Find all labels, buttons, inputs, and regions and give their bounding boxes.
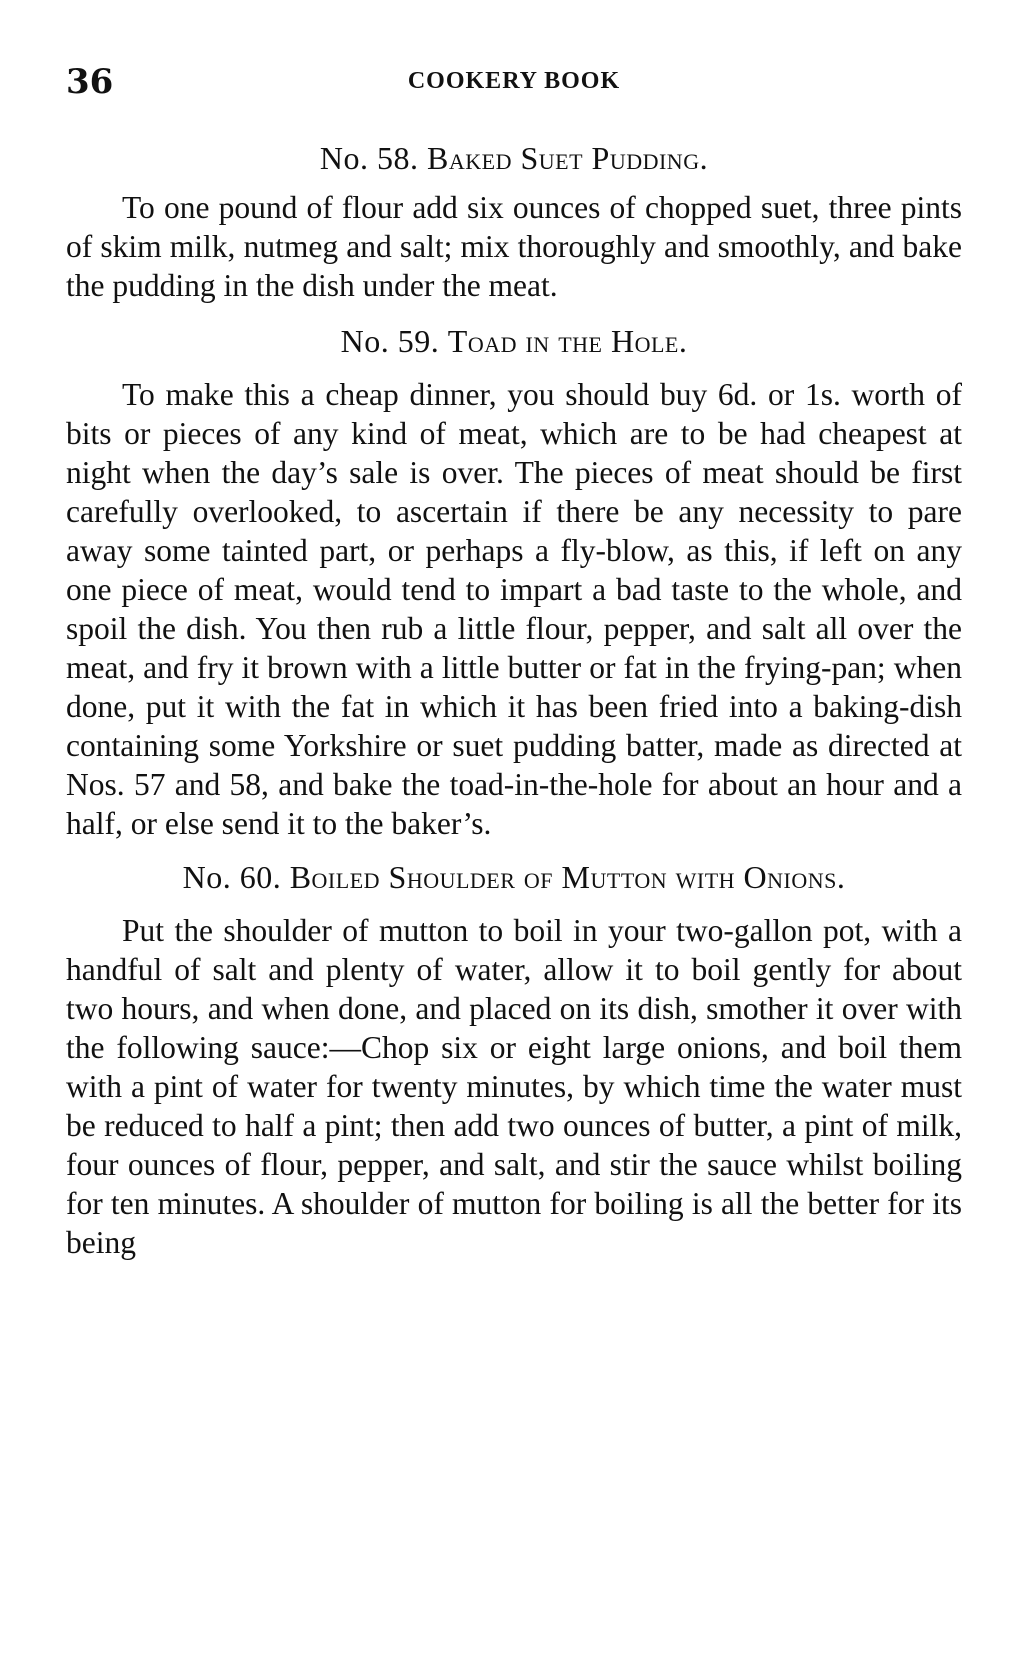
recipe-heading-60 <box>66 857 962 897</box>
page-header <box>66 62 962 102</box>
recipe-heading-58 <box>66 138 962 178</box>
recipe-title: Boiled Shoulder of Mutton with Onions. <box>289 859 846 895</box>
recipe-number: No. 59. <box>340 323 440 359</box>
recipe-number: No. 60. <box>182 859 282 895</box>
recipe-number: No. 58. <box>319 140 419 176</box>
running-head: COOKERY BOOK <box>407 68 621 94</box>
recipe-body-58: To one pound of flour add six ounces of chopped suet, three pints of skim milk, nutmeg and salt; mix thoroughly and smoothly, and bake the pudding in the dish under the meat. <box>66 190 962 303</box>
recipe-body-60: Put the shoulder of mutton to boil in your two-gallon pot, with a handful of salt and plenty of water, allow it to boil gently for about two hours, and when done, and placed on its dish, smother it over with the following sauce:—Chop six or eight large onions, and boil them with a pint of water for twenty minutes, by which time the water must be reduced to half a pint; then add two ounces of butter, a pint of milk, four ounces of flour, pepper, and salt, and stir the sauce whilst boiling for ten minutes. A shoulder of mutton for boiling is all the better for its being <box>66 913 962 1260</box>
recipe-title: Baked Suet Pudding. <box>427 140 709 176</box>
recipe-heading-59 <box>66 321 962 361</box>
page-content <box>66 138 962 1262</box>
recipe-body-59: To make this a cheap dinner, you should buy 6d. or 1s. worth of bits or pieces of any kind of meat, which are to be had cheapest at night when the day’s sale is over. The pieces of meat should be first carefully overlooked, to ascertain if there be any necessity to pare away some tainted part, or perhaps a fly-blow, as this, if left on any one piece of meat, would tend to impart a bad taste to the whole, and spoil the dish. You then rub a little flour, pepper, and salt all over the meat, and fry it brown with a little butter or fat in the frying-pan; when done, put it with the fat in which it has been fried into a baking-dish containing some Yorkshire or suet pudding batter, made as directed at Nos. 57 and 58, and bake the toad-in-the-hole for about an hour and a half, or else send it to the baker’s. <box>66 377 962 841</box>
page-number: 36 <box>66 62 114 102</box>
recipe-title: Toad in the Hole. <box>447 323 688 359</box>
